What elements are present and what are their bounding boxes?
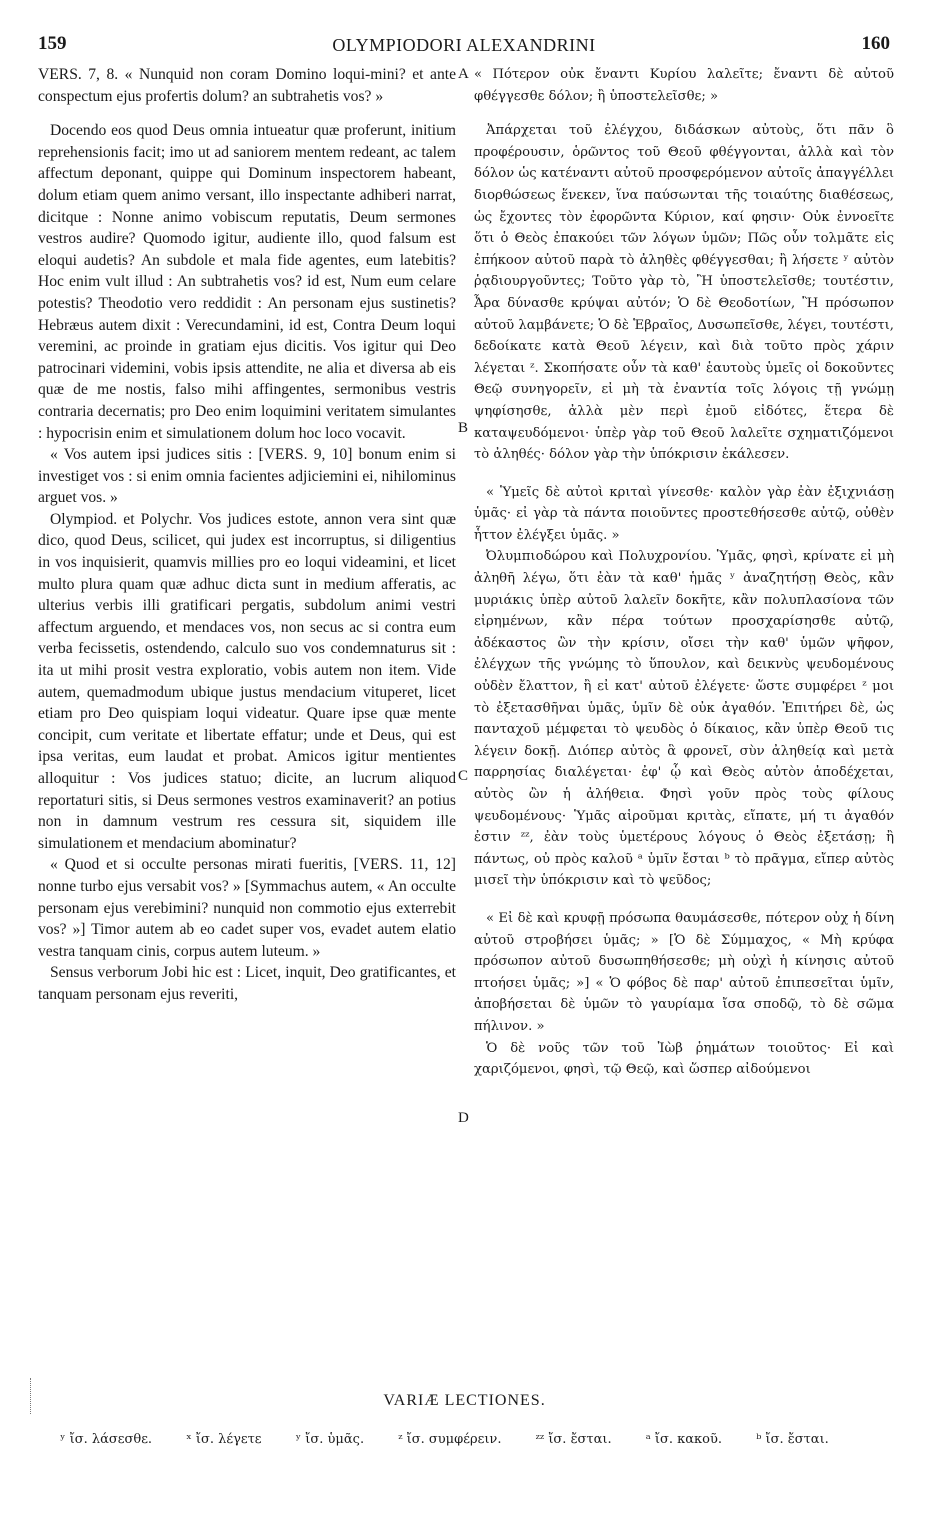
- greek-lemma-3: « Εἰ δὲ καὶ κρυφῇ πρόσωπα θαυμάσεσθε, πότερον οὐχ ἡ δίνη αὐτοῦ στροβήσει ὑμᾶς; » [Ὁ δὲ Σύμμαχος, « Μὴ κρύφα πρόσωπον αὐτοῦ δυσωπηθήσεσθε; μὴ οὐχὶ ἡ κίνησις αὐτοῦ πτοήσει ὑμᾶς; »] « Ὁ φόβος δὲ παρ' αὐτοῦ ἐπιπεσεῖται ὑμῖν, ἀποβήσεται δὲ ὑμῶν τὸ γαυρίαμα ἴσα σποδῷ, τὸ δὲ σῶμα πήλινον. »: [474, 910, 894, 1034]
- greek-lemma-2: « Ὑμεῖς δὲ αὐτοὶ κριταὶ γίνεσθε· καλὸν γὰρ ἐὰν ἐξιχνιάσῃ ὑμᾶς· εἰ γὰρ τὰ πάντα ποιοῦντες προστεθήσεσθε αὐτῷ, οὐθὲν ἧττον ἐλέγξει ὑμᾶς. »: [474, 484, 894, 543]
- latin-commentary-2: Olympiod. et Polychr. Vos judices estote, annon vera sint quæ dico, quod Deus, scilicet, qui judex est incorruptus, si diligentius in vos inquisierit, quamvis millies pro eo loqui videamini, et licet multo plura quam quæ adhuc dicta sunt in medium afferatis, ac ulterius verbis illi gratificari pergatis, subdolum animi vestri affectum arguendo, et mendaces vos, non secus ac si contra eum verba fecissetis, ostendendo, calculo suo vos condemnaturus sit : ita ut mihi prosit vestra exploratio, vobis autem non item. Vide autem, quemadmodum ubique justus mendacium vituperet, licet etiam pro Deo quispiam loqui videatur. Quare ipse quæ mente concipit, cum veritate et libertate effatur; unde et Deus, qui est ipsa veritas, eum laudat et probat. Amicos igitur mentientes alloquitur : Vos judices statuo; dicite, an lucrum aliquod reportaturi sitis, si Deus sermones vestros examinaverit? an potius non in damnum vestrum res cessura sit, siquidem ille simulationem et mendacium abominatur?: [38, 510, 456, 852]
- page-header: [38, 33, 890, 61]
- latin-commentary-3: Sensus verborum Jobi hic est : Licet, inquit, Deo gratificantes, et tanquam personam ejus reveriti,: [38, 964, 456, 1003]
- margin-marker-a: A: [458, 66, 469, 82]
- latin-commentary-1: Docendo eos quod Deus omnia intueatur quæ proferunt, initium reprehensionis facit; imo ut ad saniorem mentem redeant, ac talem affectum deponant, quippe qui Dominum inspectorem habeant, dolum etiam quem animo versant, illo inspectante adhiberi narrat, dicitque : Nonne animo vobiscum reputatis, Deum sermones vestros audire? Quomodo igitur, audiente illo, quod falsum est eloqui audetis? An subdole et mala fide agentes, eum latebitis? Hoc enim vult illud : An subtrahetis vos? id est, Num eum celare potestis? Theodotio vero reddidit : An personam ejus sustinetis? Hebræus autem dixit : Verecundamini, id est, Contra Deum loqui veremini, ac proinde in gratiam ejus dicitis. Vos igitur qui Deo patrocinari videmini, vobis ipsis attendite, ne alia et diversa ab eis quæ de me nostis, falso mihi affingentes, sermonibus vestris contraria decernatis; pro Deo enim loquimini veritatem simulantes : hypocrisin enim et simulationem dolum hoc loco vocavit.: [38, 122, 456, 442]
- variant-reading: ˣ ἴσ. λέγετε: [186, 1432, 262, 1447]
- variant-reading: ᶻ ἴσ. συμφέρειν.: [398, 1432, 502, 1447]
- greek-commentary-1: Ἀπάρχεται τοῦ ἐλέγχου, διδάσκων αὐτοὺς, ὅτι πᾶν ὃ προφέρουσιν, ὁρῶντος τοῦ Θεοῦ φθέγγονται, ἀλλὰ καὶ τὸν δόλον ὡς κατέναντι αὐτοῦ προσφερόμενον αὐτοῖς ἀπαγγέλλει διορθώσεως ἕνεκεν, ἵνα παύσωνται τῆς τοιαύτης διαθέσεως, ὡς ἔχοντες τὸν ἐφορῶντα Κύριον, καί φησιν· Οὐκ ἐννοεῖτε ὅτι ὁ Θεὸς ἐπακούει τῶν λόγων ὑμῶν; Πῶς οὖν τολμᾶτε εἰς ἐπήκοον αὐτοῦ παρὰ τὸ ἀληθὲς φθέγγεσθαι; ἢ λήσετε ʸ αὐτὸν ῥᾳδιουργοῦντες; Τοῦτο γὰρ τὸ, Ἢ ὑποστελεῖσθε; τουτέστιν, Ἆρα δύνασθε κρύψαι αὐτόν; Ὁ δὲ Θεοδοτίων, Ἢ πρόσωπον αὐτοῦ λαμβάνετε; Ὁ δὲ Ἑβραῖος, Δυσωπεῖσθε, λέγει, τουτέστι, δεδοίκατε κατὰ Θεοῦ λέγειν, καὶ διὰ τοῦτο πρὸς χάριν λέγεται ᶻ. Σκοπήσατε οὖν τὰ καθ' ἑαυτοὺς ὑμεῖς οἱ δοκοῦντες Θεῷ συνηγορεῖν, εἰ μὴ τὰ ἐναντία τοῖς λόγοις τῇ γνώμῃ ψηφίσησθε, ἀλλὰ μὲν περὶ ἐμοῦ εἰδότες, ἕτερα δὲ καταψευδόμενοι· ὑπὲρ γὰρ τοῦ Θεοῦ λαλεῖτε σχηματιζόμενοι τὸ ἀληθές· δόλον γὰρ τὴν ὑπόκρισιν ἐκάλεσεν.: [474, 123, 894, 463]
- variant-reading: ʸ ἴσ. ὑμᾶς.: [295, 1432, 365, 1447]
- variant-reading: ʸ ἴσ. λάσεσθε.: [60, 1432, 153, 1447]
- page-number-left: 159: [38, 33, 67, 54]
- variae-lectiones-title: VARIÆ LECTIONES.: [383, 1392, 546, 1409]
- margin-marker-b: B: [458, 420, 469, 436]
- greek-column: [474, 64, 894, 1081]
- variant-readings: [60, 1432, 900, 1447]
- margin-marker-c: C: [458, 768, 469, 784]
- variant-reading: ᵃ ἴσ. κακοῦ.: [645, 1432, 723, 1447]
- greek-commentary-2: Ὀλυμπιοδώρου καὶ Πολυχρονίου. Ὑμᾶς, φησὶ, κρίνατε εἰ μὴ ἀληθῆ λέγω, ὅτι ἐὰν τὰ καθ' ἡμᾶς ʸ ἀναζητήσῃ Θεὸς, κἂν μυριάκις ὑπὲρ αὐτοῦ λαλεῖν δοκῆτε, κἂν πολυπλασίονα τῶν εἰρημένων, κἂν πέρα τούτων προσχαρίσησθε αὐτῷ, ἀδέκαστος ὢν τὴν κρίσιν, οἴσει τὴν καθ' ὑμῶν ψῆφον, ἐλέγχων τῆς γνώμης τὸ ὕπουλον, καὶ δεικνὺς ψευδομένους οὐδὲν ἔλαττον, ἢ εἰ κατ' αὐτοῦ ἐλέγετε· ὥστε συμφέρει ᶻ μοι τὸ ἐξετασθῆναι ὑμᾶς, ὑμῖν δὲ οὐκ ἀγαθόν. Ἐπιτήρει δὲ, ὡς πανταχοῦ μέμφεται τὸ ψευδὸς ὁ δίκαιος, κἂν ὑπὲρ Θεοῦ τις λέγειν δοκῇ. Διόπερ αὐτὸς ἃ φρονεῖ, σὺν ἀληθείᾳ καὶ μετὰ παρρησίας διαλέγεται· ἐφ' ᾧ καὶ Θεὸς αὐτὸν ἀποδέχεται, αὐτὸς ὢν ἡ ἀλήθεια. Φησὶ γοῦν πρὸς τοὺς φίλους ψευδομένους· Ὑμᾶς αἱροῦμαι κριτὰς, εἴπατε, μή τι ἀγαθόν ἐστιν ᶻᶻ, ἐὰν τοὺς ὑμετέρους λόγους ὁ Θεὸς ἐξετάσῃ; ἢ πάντως, οὐ πρὸς καλοῦ ᵃ ὑμῖν ἔσται ᵇ τὸ πρᾶγμα, εἴπερ αὐτὸς μισεῖ τὴν ὑπόκρισιν καὶ τὸ ψεῦδος;: [474, 549, 894, 889]
- latin-lemma-1: VERS. 7, 8. « Nunquid non coram Domino loqui-mini? et ante conspectum ejus profertis dolum? an subtrahetis vos? »: [38, 66, 456, 105]
- variant-reading: ᶻᶻ ἴσ. ἔσται.: [535, 1432, 612, 1447]
- greek-lemma-1: « Πότερον οὐκ ἔναντι Κυρίου λαλεῖτε; ἔναντι δὲ αὐτοῦ φθέγγεσθε δόλον; ἢ ὑποστελεῖσθε; »: [474, 67, 894, 104]
- latin-lemma-3: « Quod et si occulte personas mirati fueritis, [VERS. 11, 12] nonne turbo ejus versabit vos? » [Symmachus autem, « An occulte personam ejus verebimini? nunquid non commotio ejus exterrebit vos? »] Timor autem ab eo cadet super vos, evadet autem elatio vestra tanquam cinis, corpus autem luteum. »: [38, 856, 456, 960]
- margin-marker-d: D: [458, 1110, 469, 1126]
- greek-commentary-3: Ὁ δὲ νοῦς τῶν τοῦ Ἰὼβ ῥημάτων τοιοῦτος· Εἰ καὶ χαριζόμενοι, φησὶ, τῷ Θεῷ, καὶ ὥσπερ αἰδούμενοι: [474, 1040, 894, 1078]
- running-title: OLYMPIODORI ALEXANDRINI: [332, 35, 596, 55]
- variant-reading: ᵇ ἴσ. ἔσται.: [756, 1432, 829, 1447]
- latin-column: [38, 64, 456, 1006]
- page-number-right: 160: [861, 33, 890, 54]
- latin-lemma-2: « Vos autem ipsi judices sitis : [VERS. 9, 10] bonum enim si investiget vos : si enim omnia facientes adjiciemini ei, nihilominus arguet vos. »: [38, 446, 456, 507]
